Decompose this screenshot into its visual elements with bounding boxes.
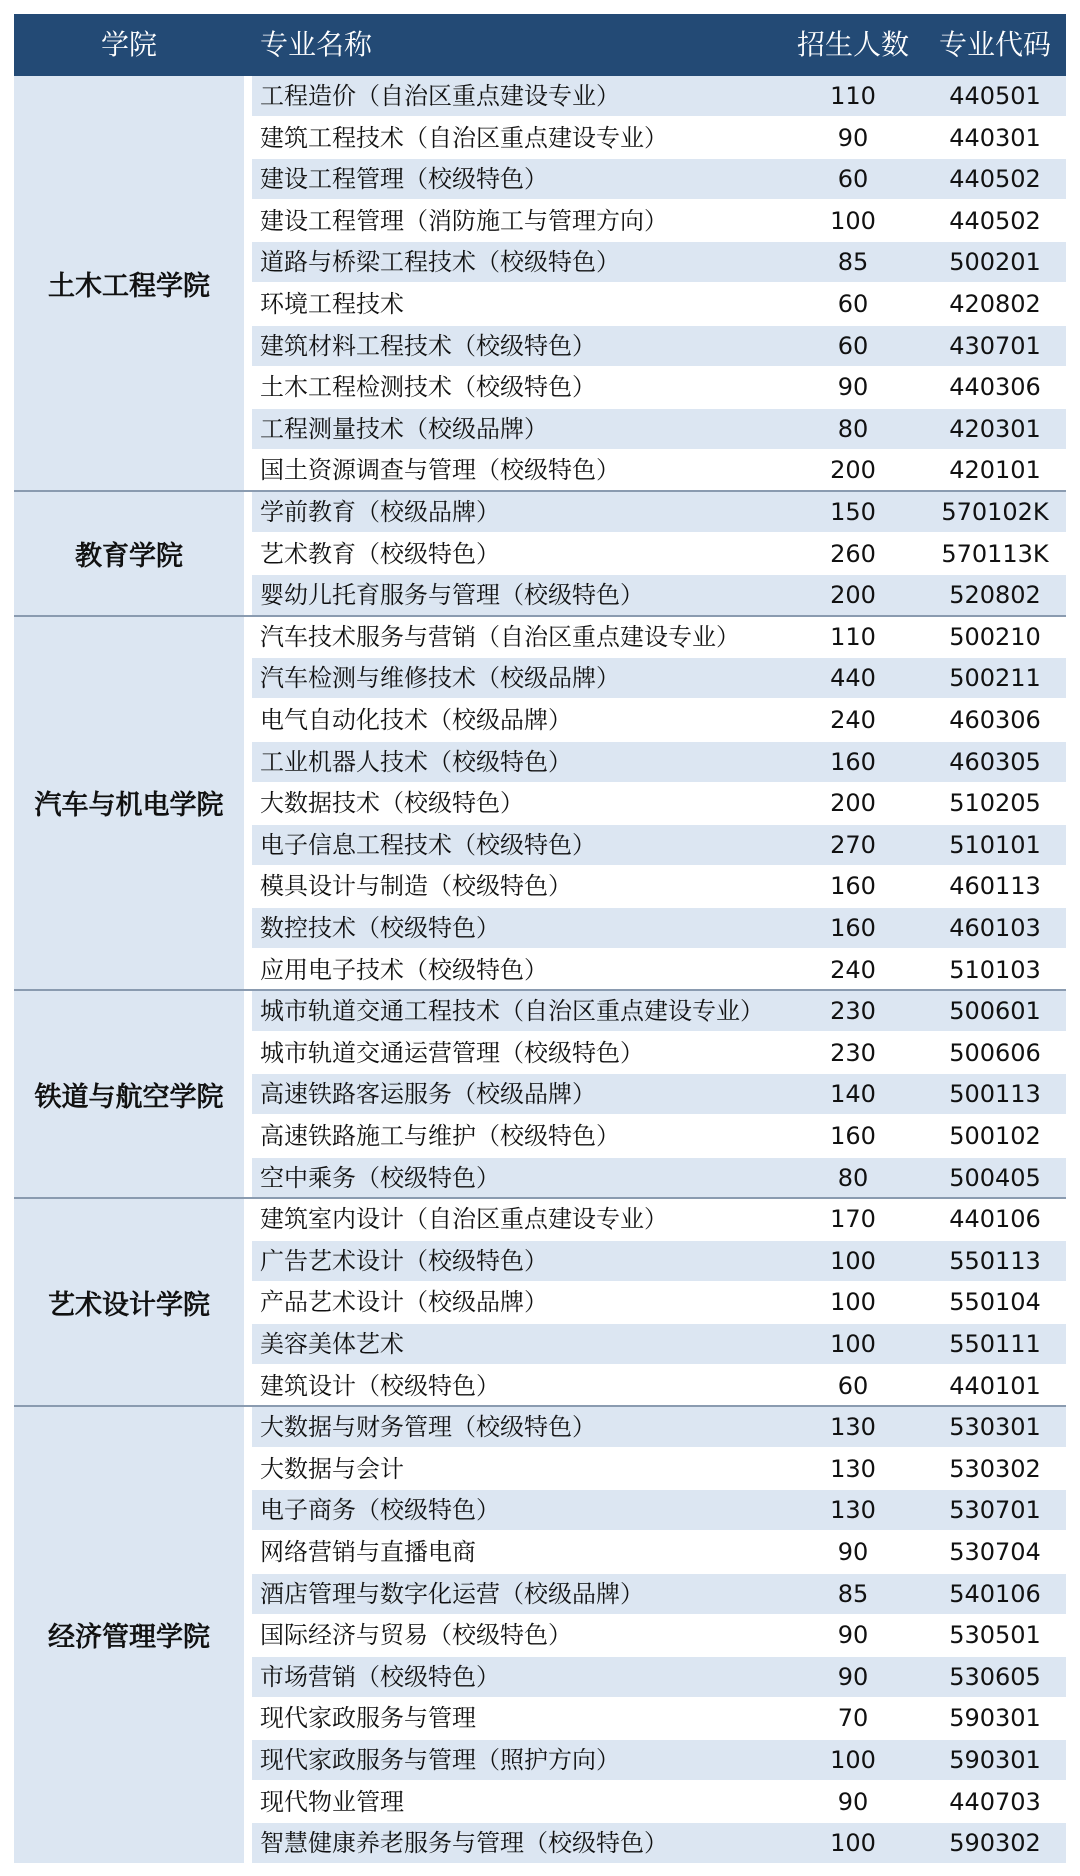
enrollment-count-cell: 130 xyxy=(830,1454,876,1483)
major-code-cell: 460103 xyxy=(949,914,1041,942)
major-name-cell: 应用电子技术（校级特色） xyxy=(260,955,548,984)
major-code-cell: 530501 xyxy=(949,1621,1041,1650)
major-code-cell: 500211 xyxy=(949,664,1041,693)
enrollment-count-cell: 100 xyxy=(830,1246,876,1275)
enrollment-count-cell: 160 xyxy=(830,1122,876,1150)
enrollment-count-cell: 90 xyxy=(837,1787,869,1816)
major-name-cell: 智慧健康养老服务与管理（校级特色） xyxy=(260,1829,668,1858)
enrollment-count-cell: 270 xyxy=(830,830,876,859)
college-cell: 土木工程学院 xyxy=(14,76,244,490)
major-code-cell: 420301 xyxy=(949,414,1041,443)
major-name-cell: 高速铁路施工与维护（校级特色） xyxy=(260,1122,620,1150)
enrollment-count-cell: 70 xyxy=(837,1704,869,1733)
enrollment-count-cell: 240 xyxy=(830,706,876,734)
enrollment-count-cell: 160 xyxy=(830,747,876,776)
enrollment-count-cell: 440 xyxy=(830,664,876,693)
major-code-cell: 440502 xyxy=(949,206,1041,235)
major-code-cell: 550104 xyxy=(949,1288,1041,1317)
enrollment-count-cell: 230 xyxy=(830,1038,876,1067)
major-code-cell: 420101 xyxy=(949,456,1041,485)
major-name-cell: 现代家政服务与管理（照护方向） xyxy=(260,1746,620,1774)
enrollment-count-cell: 130 xyxy=(830,1413,876,1442)
college-cell: 教育学院 xyxy=(14,492,244,615)
enrollment-count-cell: 100 xyxy=(830,1746,876,1774)
major-name-cell: 工程测量技术（校级品牌） xyxy=(260,414,548,443)
college-cell: 经济管理学院 xyxy=(14,1407,244,1863)
major-name-cell: 城市轨道交通工程技术（自治区重点建设专业） xyxy=(260,997,764,1026)
header-count: 招生人数 xyxy=(796,28,909,61)
major-code-cell: 510101 xyxy=(949,830,1041,859)
enrollment-count-cell: 200 xyxy=(830,581,876,610)
major-name-cell: 模具设计与制造（校级特色） xyxy=(260,872,572,901)
major-name-cell: 建筑设计（校级特色） xyxy=(260,1371,500,1400)
major-name-cell: 工程造价（自治区重点建设专业） xyxy=(260,82,620,110)
major-code-cell: 550111 xyxy=(949,1330,1041,1358)
major-code-cell: 550113 xyxy=(949,1246,1041,1275)
major-name-cell: 市场营销（校级特色） xyxy=(260,1662,500,1691)
major-code-cell: 500210 xyxy=(949,622,1041,651)
major-name-cell: 广告艺术设计（校级特色） xyxy=(260,1246,548,1275)
enrollment-count-cell: 200 xyxy=(830,456,876,485)
enrollment-count-cell: 260 xyxy=(830,539,876,568)
major-code-cell: 440301 xyxy=(949,123,1041,152)
major-code-cell: 510103 xyxy=(949,955,1041,984)
enrollment-count-cell: 60 xyxy=(837,290,869,318)
enrollment-count-cell: 90 xyxy=(837,1621,869,1650)
major-code-cell: 570102K xyxy=(941,498,1049,526)
major-code-cell: 510205 xyxy=(949,789,1041,818)
major-code-cell: 500601 xyxy=(949,997,1041,1026)
enrollment-count-cell: 150 xyxy=(830,498,876,526)
major-code-cell: 500405 xyxy=(949,1163,1041,1192)
major-code-cell: 530302 xyxy=(949,1454,1041,1483)
major-code-cell: 530701 xyxy=(949,1496,1041,1525)
major-name-cell: 婴幼儿托育服务与管理（校级特色） xyxy=(260,581,644,610)
major-code-cell: 500102 xyxy=(949,1122,1041,1150)
major-name-cell: 现代家政服务与管理 xyxy=(260,1704,476,1733)
major-code-cell: 540106 xyxy=(949,1579,1041,1608)
enrollment-count-cell: 60 xyxy=(837,1371,869,1400)
major-code-cell: 500606 xyxy=(949,1038,1041,1067)
enrollment-count-cell: 100 xyxy=(830,1829,876,1858)
major-code-cell: 500113 xyxy=(949,1080,1041,1109)
enrollment-count-cell: 80 xyxy=(837,414,869,443)
enrollment-count-cell: 100 xyxy=(830,1330,876,1358)
enrollment-count-cell: 85 xyxy=(837,248,869,277)
major-code-cell: 440306 xyxy=(949,373,1041,402)
major-code-cell: 440101 xyxy=(949,1371,1041,1400)
major-name-cell: 道路与桥梁工程技术（校级特色） xyxy=(260,248,620,277)
enrollment-count-cell: 130 xyxy=(830,1496,876,1525)
table-header xyxy=(14,14,1066,76)
major-code-cell: 460113 xyxy=(949,872,1041,901)
major-name-cell: 大数据与会计 xyxy=(260,1454,404,1483)
college-cell: 铁道与航空学院 xyxy=(14,991,244,1197)
major-name-cell: 汽车技术服务与营销（自治区重点建设专业） xyxy=(260,622,740,651)
major-name-cell: 酒店管理与数字化运营（校级品牌） xyxy=(260,1579,644,1608)
major-name-cell: 学前教育（校级品牌） xyxy=(260,498,500,526)
major-name-cell: 电气自动化技术（校级品牌） xyxy=(260,706,572,734)
major-name-cell: 建筑工程技术（自治区重点建设专业） xyxy=(260,123,668,152)
major-name-cell: 建设工程管理（校级特色） xyxy=(260,165,548,194)
major-name-cell: 建筑材料工程技术（校级特色） xyxy=(260,331,596,360)
major-code-cell: 440502 xyxy=(949,165,1041,194)
enrollment-count-cell: 160 xyxy=(830,914,876,942)
enrollment-count-cell: 85 xyxy=(837,1579,869,1608)
major-name-cell: 电子商务（校级特色） xyxy=(260,1496,500,1525)
major-name-cell: 环境工程技术 xyxy=(260,290,404,318)
enrollment-count-cell: 90 xyxy=(837,123,869,152)
enrollment-count-cell: 200 xyxy=(830,789,876,818)
major-name-cell: 建设工程管理（消防施工与管理方向） xyxy=(260,206,668,235)
major-name-cell: 城市轨道交通运营管理（校级特色） xyxy=(260,1038,644,1067)
major-code-cell: 460305 xyxy=(949,747,1041,776)
enrollment-count-cell: 60 xyxy=(837,331,869,360)
major-code-cell: 460306 xyxy=(949,706,1041,734)
major-name-cell: 艺术教育（校级特色） xyxy=(260,539,500,568)
college-cell: 艺术设计学院 xyxy=(14,1199,244,1405)
major-code-cell: 440501 xyxy=(949,82,1041,110)
enrollment-count-cell: 80 xyxy=(837,1163,869,1192)
header-major: 专业名称 xyxy=(260,28,373,61)
enrollment-count-cell: 90 xyxy=(837,1662,869,1691)
enrollment-count-cell: 160 xyxy=(830,872,876,901)
major-name-cell: 土木工程检测技术（校级特色） xyxy=(260,373,596,402)
major-code-cell: 530605 xyxy=(949,1662,1041,1691)
major-code-cell: 520802 xyxy=(949,581,1041,610)
major-name-cell: 高速铁路客运服务（校级品牌） xyxy=(260,1080,596,1109)
major-code-cell: 530301 xyxy=(949,1413,1041,1442)
major-name-cell: 产品艺术设计（校级品牌） xyxy=(260,1288,548,1317)
major-code-cell: 440703 xyxy=(949,1787,1041,1816)
enrollment-count-cell: 240 xyxy=(830,955,876,984)
enrollment-count-cell: 90 xyxy=(837,1538,869,1566)
enrollment-count-cell: 90 xyxy=(837,373,869,402)
major-code-cell: 420802 xyxy=(949,290,1041,318)
major-code-cell: 530704 xyxy=(949,1538,1041,1566)
major-name-cell: 电子信息工程技术（校级特色） xyxy=(260,830,596,859)
major-name-cell: 建筑室内设计（自治区重点建设专业） xyxy=(260,1205,668,1234)
major-code-cell: 570113K xyxy=(941,539,1049,568)
major-name-cell: 空中乘务（校级特色） xyxy=(260,1163,500,1192)
major-name-cell: 工业机器人技术（校级特色） xyxy=(260,747,572,776)
major-name-cell: 汽车检测与维修技术（校级品牌） xyxy=(260,664,620,693)
enrollment-count-cell: 60 xyxy=(837,165,869,194)
major-name-cell: 大数据与财务管理（校级特色） xyxy=(260,1413,596,1442)
major-name-cell: 国土资源调查与管理（校级特色） xyxy=(260,456,620,485)
college-cell: 汽车与机电学院 xyxy=(14,617,244,989)
enrollment-count-cell: 140 xyxy=(830,1080,876,1109)
major-code-cell: 500201 xyxy=(949,248,1041,277)
major-code-cell: 430701 xyxy=(949,331,1041,360)
major-code-cell: 440106 xyxy=(949,1205,1041,1234)
major-code-cell: 590301 xyxy=(949,1704,1041,1733)
major-name-cell: 网络营销与直播电商 xyxy=(260,1538,476,1566)
major-code-cell: 590301 xyxy=(949,1746,1041,1774)
enrollment-count-cell: 100 xyxy=(830,206,876,235)
header-code: 专业代码 xyxy=(938,28,1051,61)
major-name-cell: 现代物业管理 xyxy=(260,1787,404,1816)
enrollment-count-cell: 110 xyxy=(830,82,876,110)
major-name-cell: 国际经济与贸易（校级特色） xyxy=(260,1621,572,1650)
header-college: 学院 xyxy=(100,28,157,61)
major-name-cell: 大数据技术（校级特色） xyxy=(260,789,524,818)
major-name-cell: 数控技术（校级特色） xyxy=(260,914,500,942)
enrollment-count-cell: 100 xyxy=(830,1288,876,1317)
enrollment-count-cell: 230 xyxy=(830,997,876,1026)
enrollment-count-cell: 110 xyxy=(830,622,876,651)
major-name-cell: 美容美体艺术 xyxy=(260,1330,404,1358)
major-code-cell: 590302 xyxy=(949,1829,1041,1858)
enrollment-count-cell: 170 xyxy=(830,1205,876,1234)
